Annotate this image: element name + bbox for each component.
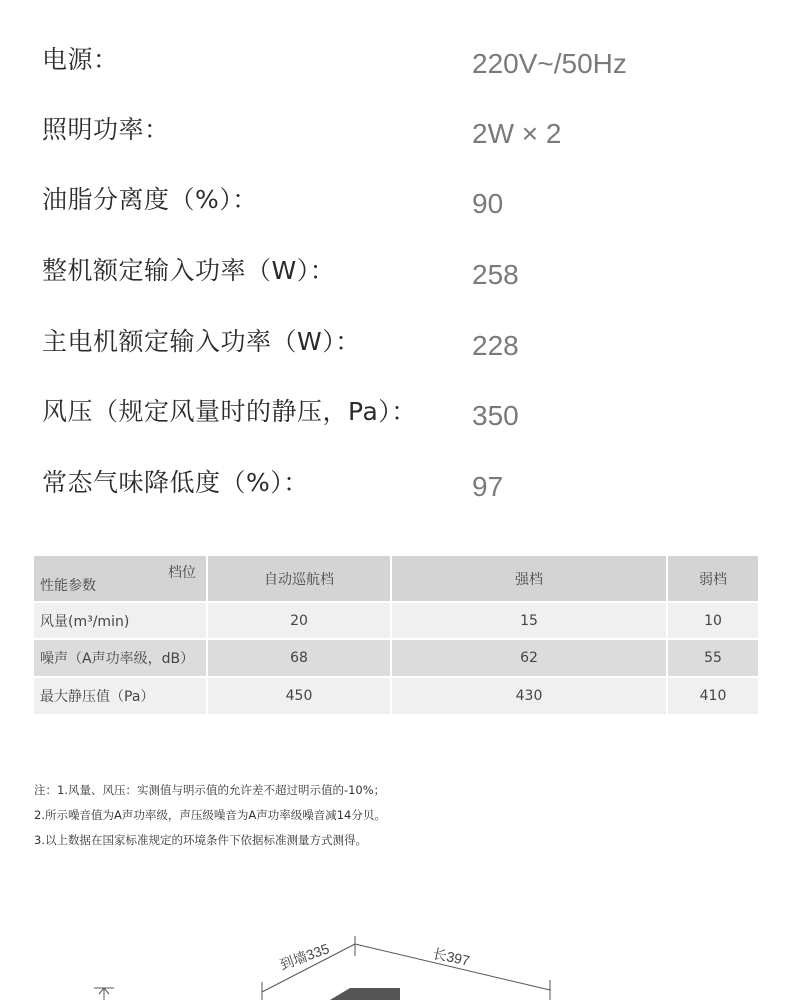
- table-corner-header: [34, 556, 206, 601]
- dimension-drawing-svg: [0, 930, 790, 1000]
- spec-row-motor-input-power: [0, 322, 790, 372]
- spec-row-power: [0, 40, 790, 90]
- table-cell: 430: [392, 678, 666, 714]
- spec-label: 整机额定输入功率（W）：: [42, 256, 336, 285]
- column-header: 自动巡航档: [208, 556, 390, 601]
- table-cell: 68: [208, 640, 390, 676]
- note-line: 3.以上数据在国家标准规定的环境条件下依据标准测量方式测得。: [34, 833, 367, 847]
- column-header: 强档: [392, 556, 666, 601]
- spec-label: 电源：: [42, 45, 119, 74]
- row-label: 噪声（A声功率级，dB）: [34, 640, 206, 676]
- spec-row-total-input-power: [0, 251, 790, 301]
- spec-value: 350: [472, 400, 519, 431]
- column-header: 弱档: [668, 556, 758, 601]
- spec-value: 2W × 2: [472, 118, 562, 149]
- length-label: 长397: [431, 945, 472, 969]
- table-cell: 410: [668, 678, 758, 714]
- corner-gear-label: 档位: [168, 565, 196, 581]
- table-cell: 55: [668, 640, 758, 676]
- wall-distance-label: 到墙335: [277, 940, 332, 973]
- spec-row-lighting-power: [0, 110, 790, 160]
- row-label: 最大静压值（Pa）: [34, 678, 206, 714]
- spec-row-grease-separation: [0, 180, 790, 230]
- note-line: 2.所示噪音值为A声功率级，声压级噪音为A声功率级噪音减14分贝。: [34, 808, 386, 822]
- spec-value: 228: [472, 330, 519, 361]
- spec-value: 258: [472, 259, 519, 290]
- table-cell: 62: [392, 640, 666, 676]
- spec-value: 97: [472, 471, 504, 502]
- spec-label: 主电机额定输入功率（W）：: [42, 327, 361, 356]
- notes-block: [34, 778, 386, 853]
- spec-label: 风压（规定风量时的静压，Pa）：: [42, 397, 417, 426]
- row-label: 风量(m³/min): [34, 603, 206, 638]
- table-cell: 450: [208, 678, 390, 714]
- spec-label: 常态气味降低度（%）：: [42, 468, 309, 497]
- spec-label: 照明功率：: [42, 115, 170, 144]
- corner-param-label: 性能参数: [40, 578, 96, 594]
- spec-row-odor-reduction: [0, 463, 790, 513]
- dimension-drawing: [0, 930, 790, 1000]
- table-cell: 15: [392, 603, 666, 638]
- spec-value: 90: [472, 188, 504, 219]
- table-cell: 20: [208, 603, 390, 638]
- spec-label: 油脂分离度（%）：: [42, 185, 258, 214]
- spec-row-air-pressure: [0, 392, 790, 442]
- table-cell: 10: [668, 603, 758, 638]
- spec-value: 220V~/50Hz: [472, 48, 627, 79]
- note-line: 注：1.风量、风压：实测值与明示值的允许差不超过明示值的-10%；: [34, 783, 386, 797]
- hood-body-top: [330, 988, 400, 1000]
